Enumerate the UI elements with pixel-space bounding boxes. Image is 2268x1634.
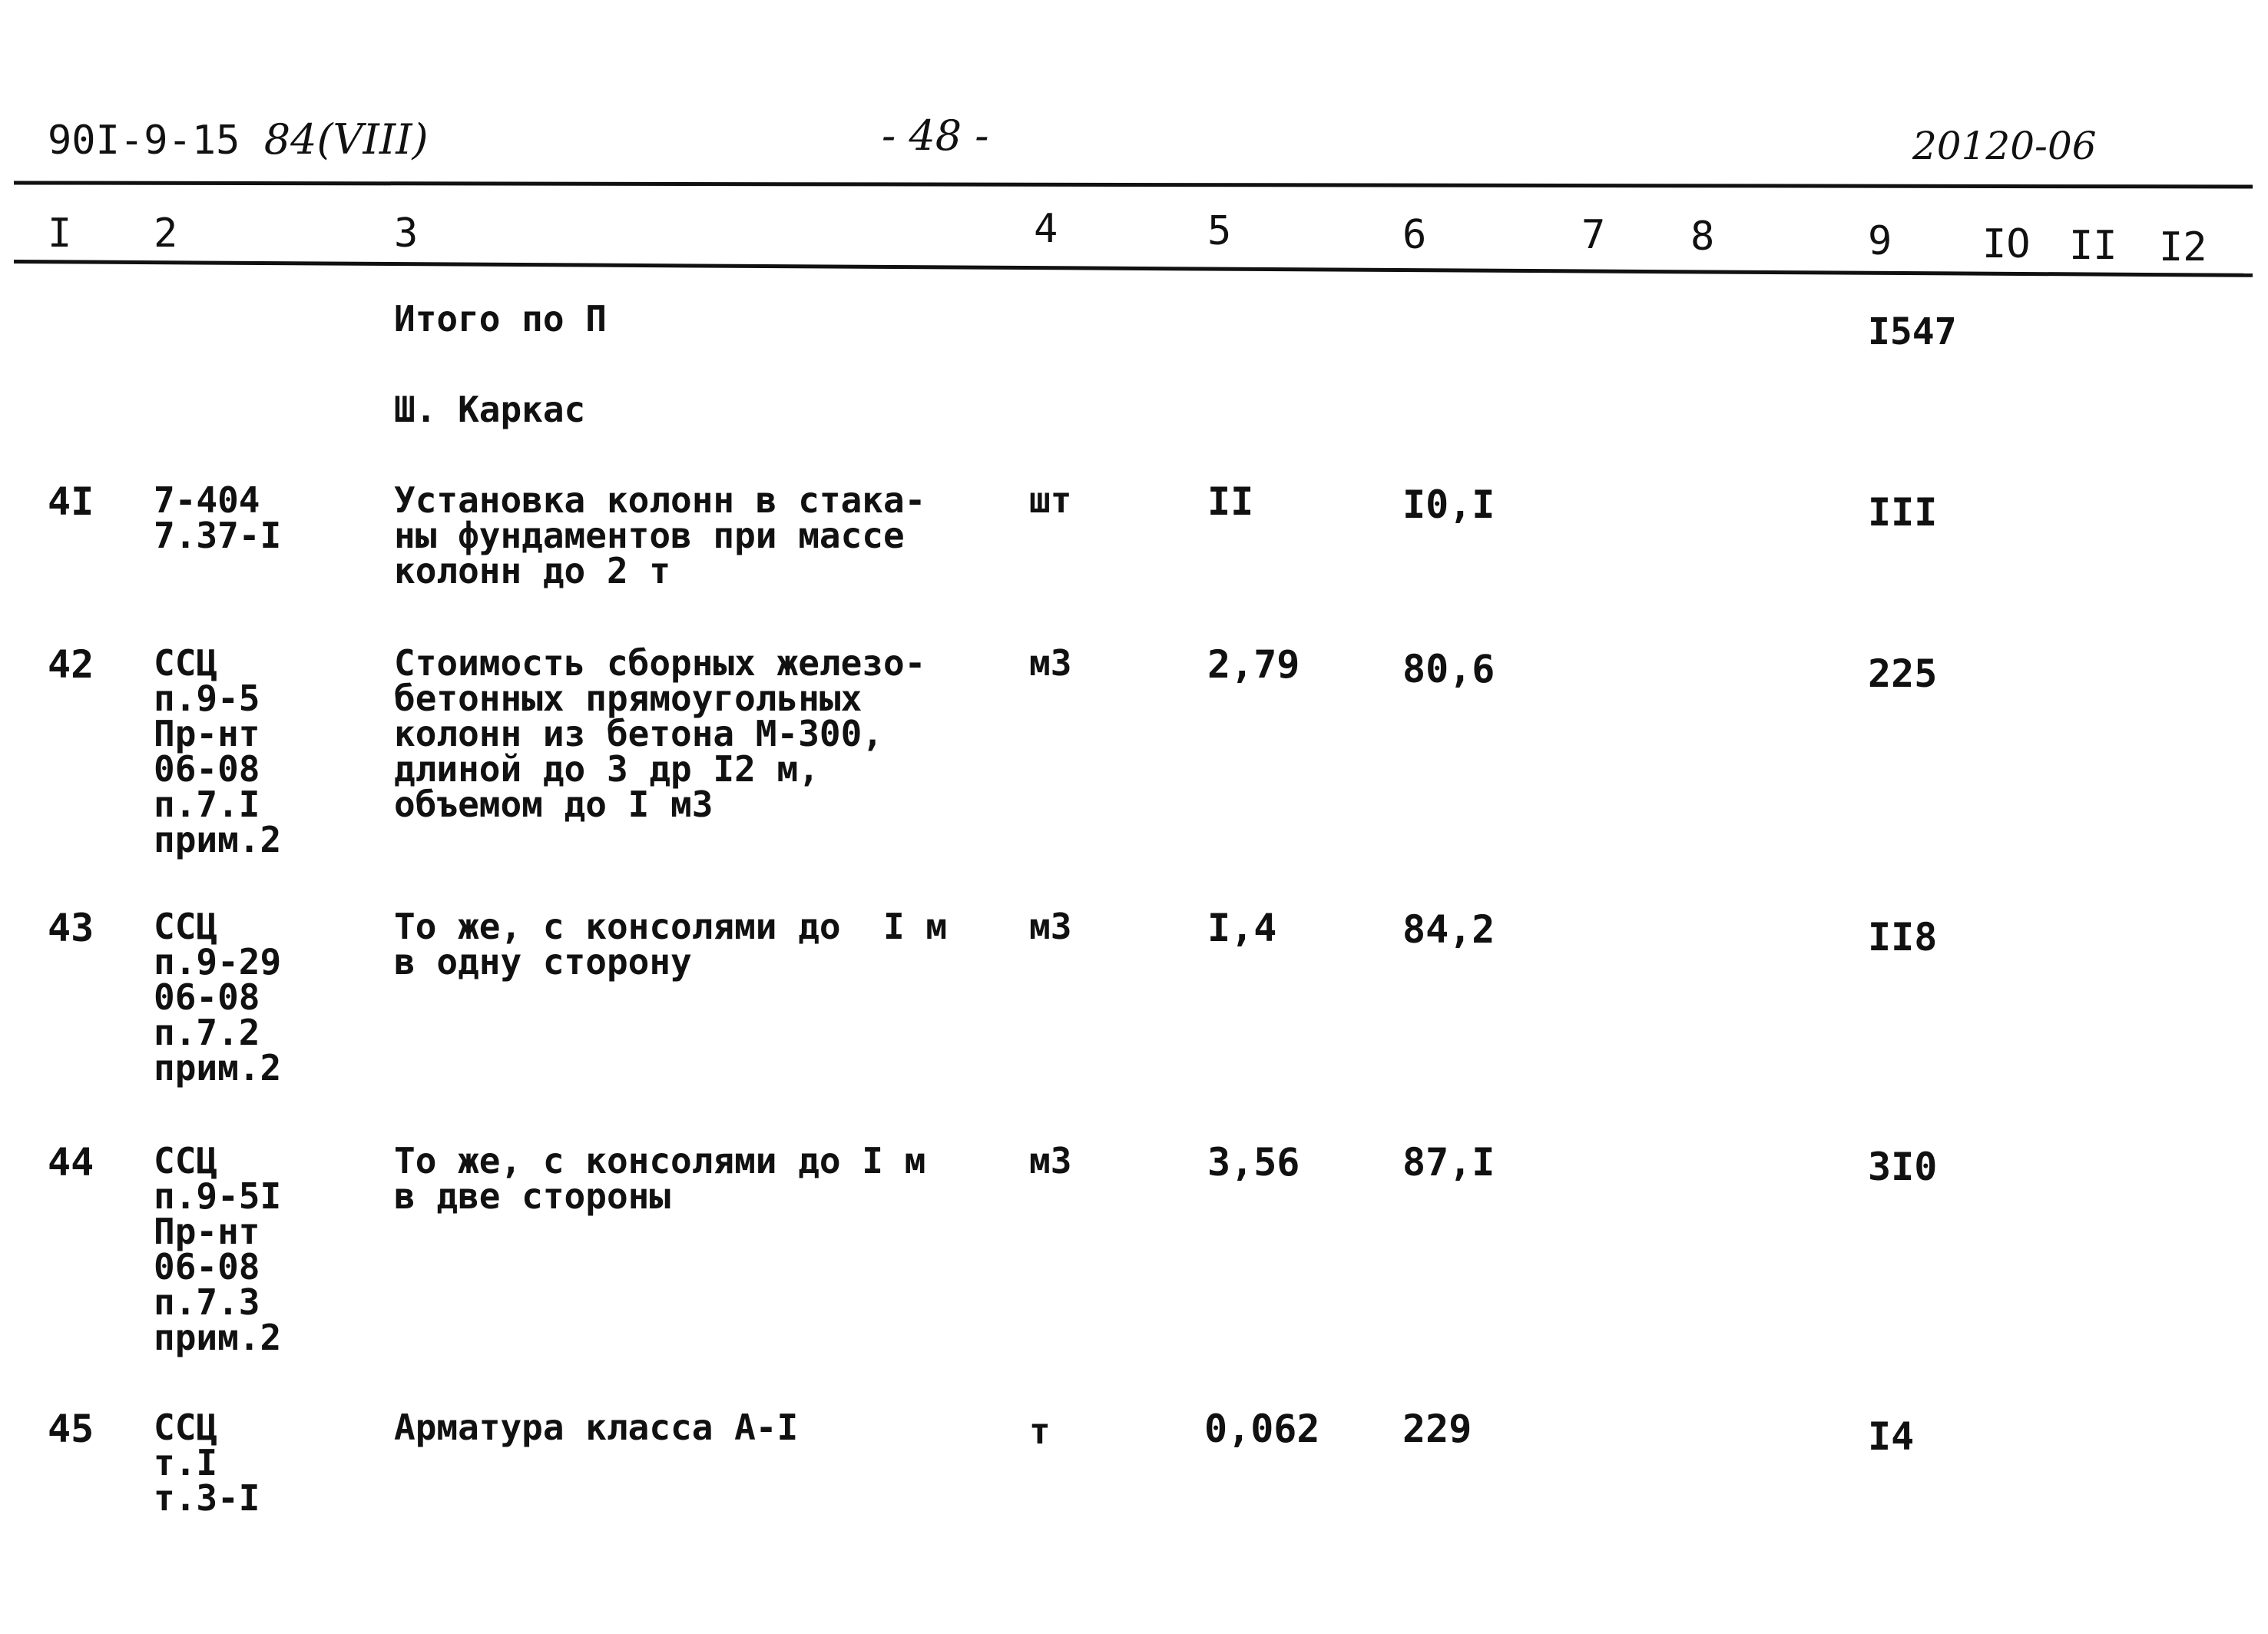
row-code: ССЦ п.9-29 06-08 п.7.2 прим.2 <box>154 906 282 1089</box>
row-code: ССЦ п.9-5 Пр-нт 06-08 п.7.I прим.2 <box>154 642 282 860</box>
column-number: 4 <box>1034 206 1058 252</box>
row-quantity: 0,062 <box>1204 1407 1320 1451</box>
row-total: 3I0 <box>1868 1145 1938 1189</box>
row-description: Установка колонн в стака- ны фундаментов при массе колонн до 2 т <box>394 479 926 592</box>
row-total: I4 <box>1868 1414 1915 1459</box>
row-price: 80,6 <box>1402 647 1495 691</box>
row-unit: т <box>1029 1410 1051 1452</box>
row-price: 229 <box>1402 1407 1472 1451</box>
row-unit: шт <box>1029 479 1072 521</box>
row-total: II8 <box>1868 915 1938 960</box>
row-quantity: I,4 <box>1207 906 1277 950</box>
row-unit: м3 <box>1029 642 1072 684</box>
column-number: I <box>48 210 72 257</box>
row-code: ССЦ п.9-5I Пр-нт 06-08 п.7.3 прим.2 <box>154 1140 282 1358</box>
row-price: 84,2 <box>1402 907 1495 952</box>
column-number: I2 <box>2159 224 2207 270</box>
document-code <box>48 115 429 164</box>
document-code-printed: 90I-9-15 <box>48 118 240 164</box>
row-description: То же, с консолями до I м в две стороны <box>394 1140 926 1217</box>
row-description: Арматура класса А-I <box>394 1407 799 1448</box>
row-description: Стоимость сборных железо- бетонных прямоугольных колонн из бетона М-300, длиной до 3 др I2 м, объемом до I м3 <box>394 642 926 825</box>
column-number: 8 <box>1690 214 1715 260</box>
column-number: 6 <box>1402 212 1427 258</box>
subtotal-label: Итого по П <box>394 298 607 340</box>
column-number: 2 <box>154 210 178 257</box>
column-number: 7 <box>1581 212 1606 258</box>
row-quantity: 3,56 <box>1207 1140 1300 1185</box>
column-number: II <box>2069 223 2117 269</box>
header-top-rule <box>14 181 2253 188</box>
row-total: 225 <box>1868 651 1938 696</box>
row-total: III <box>1868 490 1938 535</box>
row-unit: м3 <box>1029 1140 1072 1182</box>
row-quantity: 2,79 <box>1207 642 1300 687</box>
row-price: I0,I <box>1402 482 1495 527</box>
row-code: ССЦ т.I т.3-I <box>154 1407 260 1519</box>
page-number: - 48 - <box>882 111 989 160</box>
row-number: 42 <box>48 642 94 687</box>
row-description: То же, с консолями до I м в одну сторону <box>394 906 948 983</box>
row-number: 45 <box>48 1407 94 1451</box>
column-number: 3 <box>394 210 419 257</box>
column-number: 5 <box>1207 208 1232 254</box>
document-code-handwritten: 84(VIII) <box>263 115 429 164</box>
row-code: 7-404 7.37-I <box>154 479 282 556</box>
row-number: 4I <box>48 479 94 524</box>
row-unit: м3 <box>1029 906 1072 947</box>
row-price: 87,I <box>1402 1140 1495 1185</box>
header-bottom-rule <box>14 260 2253 277</box>
row-number: 43 <box>48 906 94 950</box>
column-number: 9 <box>1868 218 1892 264</box>
reference-number: 20120-06 <box>1912 124 2097 168</box>
row-quantity: II <box>1207 479 1254 524</box>
column-number: IO <box>1982 221 2031 267</box>
row-number: 44 <box>48 1140 94 1185</box>
section-title: Ш. Каркас <box>394 389 586 430</box>
subtotal-total: I547 <box>1868 310 1957 353</box>
